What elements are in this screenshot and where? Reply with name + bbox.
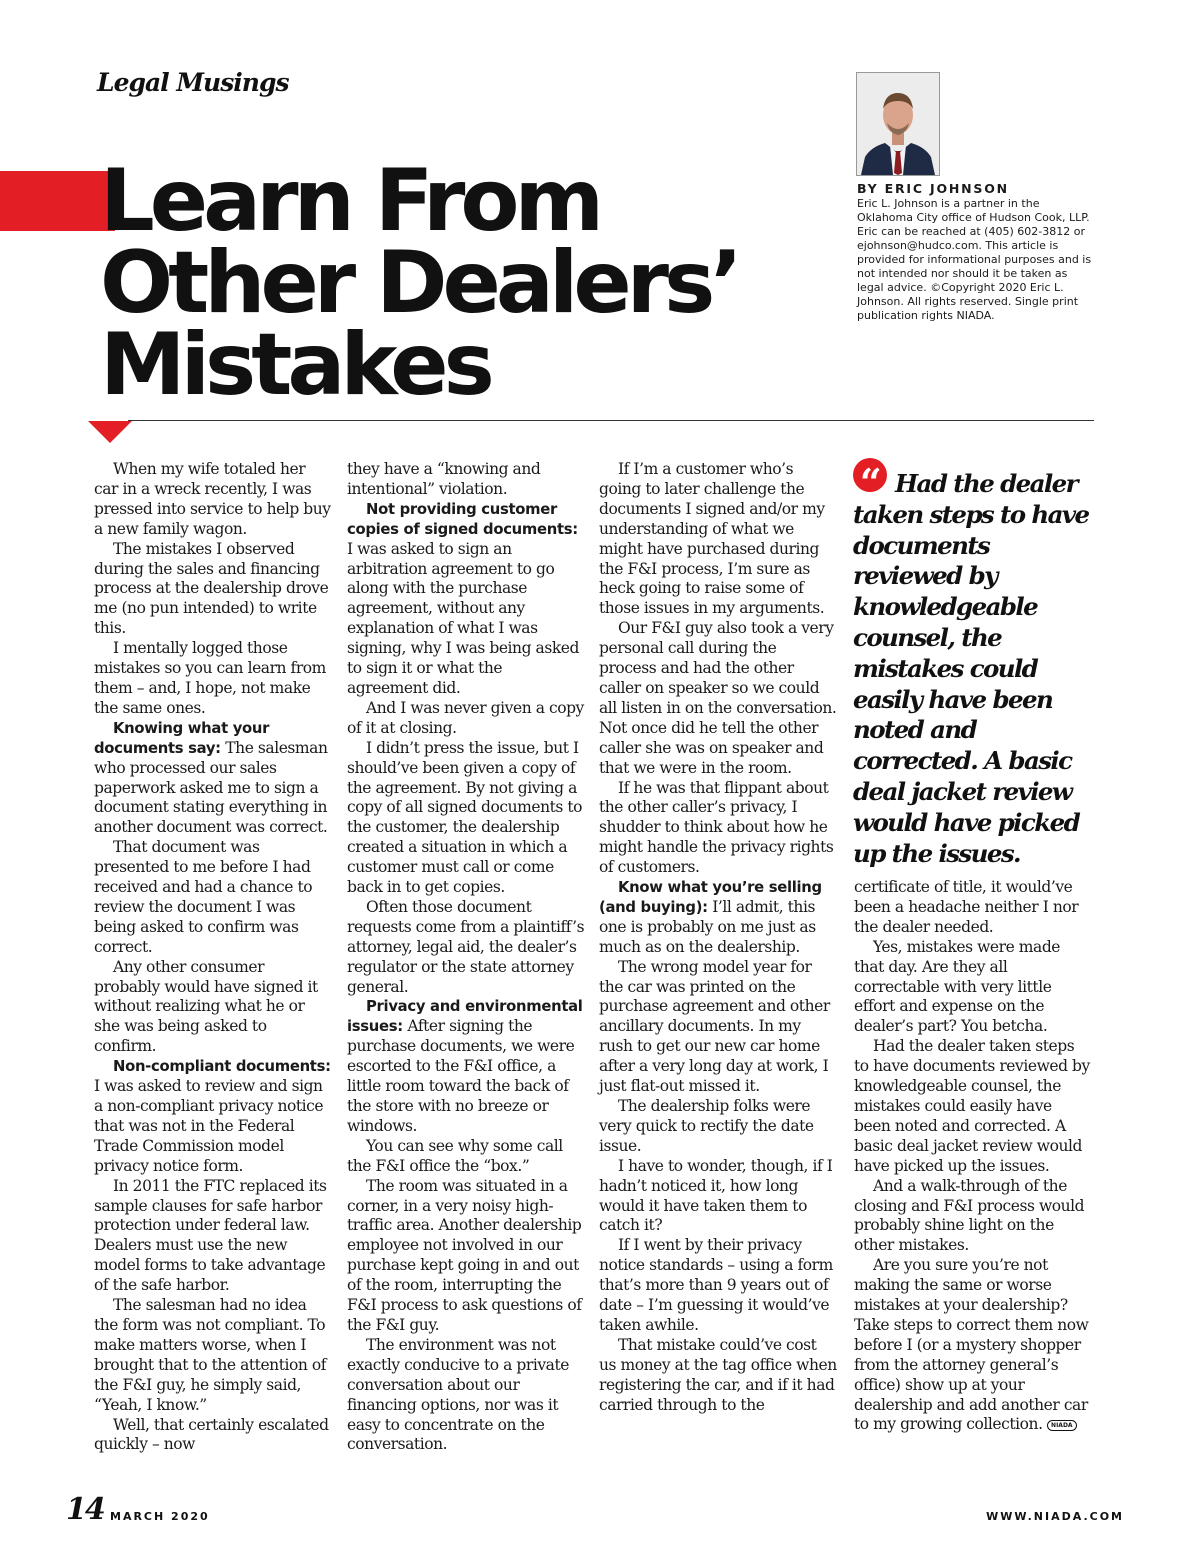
paragraph: In 2011 the FTC replaced its sample clauses for safe harbor protection under federal law. Dealers must use the new model forms to take advantage of the safe harbor. bbox=[94, 1176, 327, 1295]
paragraph bbox=[347, 997, 585, 1136]
section-label: Legal Musings bbox=[97, 68, 289, 97]
headline-line-2: Other Dealers’ bbox=[100, 233, 738, 333]
paragraph-text: I was asked to sign an arbitration agreement to go along with the purchase agreement, without any explanation of what I was signing, why I was being asked to sign it or what the agreement did. bbox=[347, 539, 579, 697]
article-column-3 bbox=[599, 460, 837, 1416]
red-triangle-marker bbox=[88, 421, 132, 443]
subhead: Privacy and environmental issues: bbox=[347, 998, 583, 1036]
article-column-4 bbox=[854, 878, 1092, 1435]
article-column-2 bbox=[347, 460, 585, 1455]
paragraph: certificate of title, it would’ve been a headache neither I nor the dealer needed. bbox=[854, 878, 1079, 936]
paragraph: I didn’t press the issue, but I should’ve been given a copy of the agreement. By not giving a copy of all signed documents to the customer, the dealership created a situation in which a customer must call or come back in to get copies. bbox=[347, 738, 583, 897]
headline-line-1: Learn From bbox=[100, 151, 600, 251]
paragraph: I mentally logged those mistakes so you can learn from them – and, I hope, not make the same ones. bbox=[94, 639, 326, 717]
paragraph: Yes, mistakes were made that day. Are they all correctable with very little effort and expense on the dealer’s part? You betcha. bbox=[854, 937, 1061, 1036]
paragraph: That mistake could’ve cost us money at the tag office when registering the car, and if it had carried through to the bbox=[599, 1335, 837, 1414]
headline bbox=[100, 151, 840, 415]
paragraph: And I was never given a copy of it at closing. bbox=[347, 698, 584, 737]
paragraph: Our F&I guy also took a very personal call during the process and had the other caller on speaker so we could all listen in on the conversation. Not once did he tell the other caller she was on speaker and that we were in the room. bbox=[599, 619, 837, 777]
paragraph-text: The salesman who processed our sales paperwork asked me to sign a document stating everything in another document was correct. bbox=[94, 738, 328, 837]
paragraph: The wrong model year for the car was printed on the purchase agreement and other ancillary documents. In my rush to get our new car home after a very long day at work, I just flat-out missed it. bbox=[599, 957, 830, 1096]
headline-line-3: Mistakes bbox=[100, 315, 490, 415]
paragraph: Any other consumer probably would have signed it without realizing what he or she was being asked to confirm. bbox=[94, 957, 318, 1056]
paragraph: The environment was not exactly conducive to a private conversation about our financing options, nor was it easy to concentrate on the conversation. bbox=[347, 1335, 569, 1454]
subhead: Knowing what your documents say: bbox=[94, 719, 270, 757]
author-photo bbox=[856, 72, 940, 176]
page-number: 14 bbox=[66, 1492, 104, 1527]
article-column-1 bbox=[94, 460, 332, 1455]
paragraph: I have to wonder, though, if I hadn’t noticed it, how long would it have taken them to catch it? bbox=[599, 1156, 833, 1235]
subhead: Not providing customer copies of signed documents: bbox=[347, 500, 578, 538]
paragraph-text: I was asked to review and sign a non-compliant privacy notice that was not in the Federal Trade Commission model privacy notice form. bbox=[94, 1077, 324, 1175]
paragraph: You can see why some call the F&I office the “box.” bbox=[347, 1136, 563, 1175]
paragraph: The salesman had no idea the form was not compliant. To make matters worse, when I brought that to the attention of the F&I guy, he simply said, “Yeah, I know.” bbox=[94, 1296, 327, 1414]
paragraph: If he was that flippant about the other caller’s privacy, I shudder to think about how he might handle the privacy rights of customers. bbox=[599, 778, 834, 877]
paragraph bbox=[94, 1057, 332, 1176]
paragraph bbox=[599, 878, 837, 958]
paragraph-text: I’ll admit, this one is probably on me just as much as on the dealership. bbox=[599, 897, 816, 956]
paragraph bbox=[854, 1256, 1092, 1435]
paragraph-text: After signing the purchase documents, we were escorted to the F&I office, a little room toward the back of the store with no breeze or windows. bbox=[347, 1017, 575, 1135]
paragraph bbox=[94, 719, 332, 838]
author-bio: Eric L. Johnson is a partner in the Oklahoma City office of Hudson Cook, LLP. Eric can be reached at (405) 602-3812 or ejohnson@hudco.com. This article is provided for informational purposes and is not intended nor should it be taken as legal advice. ©Copyright 2020 Eric L. Johnson. All rights reserved. Single print publication rights NIADA. bbox=[857, 197, 1092, 322]
subhead: Know what you’re selling (and buying): bbox=[599, 879, 822, 916]
byline bbox=[857, 181, 1097, 323]
paragraph: The dealership folks were very quick to rectify the date issue. bbox=[599, 1097, 814, 1155]
pull-quote bbox=[853, 458, 1093, 869]
paragraph: Had the dealer taken steps to have documents reviewed by knowledgeable counsel, the mistakes could easily have been noted and corrected. A basic deal jacket review would have picked up the issues. bbox=[854, 1037, 1090, 1175]
end-mark-logo: NIADA bbox=[1047, 1420, 1077, 1431]
issue-date: MARCH 2020 bbox=[110, 1510, 210, 1523]
paragraph: The room was situated in a corner, in a very noisy high-traffic area. Another dealership employee not involved in our purchase kept going in and out of the room, interrupting the F&I process to ask questions of the F&I guy. bbox=[347, 1176, 582, 1334]
paragraph: If I’m a customer who’s going to later challenge the documents I signed and/or my understanding of what we might have purchased during the F&I process, I’m sure as heck going to raise some of those issues in my arguments. bbox=[599, 460, 825, 618]
paragraph: Well, that certainly escalated quickly – now bbox=[94, 1415, 329, 1454]
header-divider bbox=[128, 420, 1094, 421]
paragraph: The mistakes I observed during the sales and financing process at the dealership drove me (no pun intended) to write this. bbox=[94, 539, 329, 638]
subhead: Non-compliant documents: bbox=[113, 1058, 331, 1076]
pull-quote-text: Had the dealer taken steps to have documents reviewed by knowledgeable counsel, the mistakes could easily have been noted and corrected. A basic deal jacket review would have picked up the issues. bbox=[853, 469, 1089, 868]
paragraph: If I went by their privacy notice standards – using a form that’s more than 9 years out of date – I’m guessing it would’ve taken awhile. bbox=[599, 1236, 833, 1334]
paragraph-text: Are you sure you’re not making the same or worse mistakes at your dealership? Take steps to correct them now before I (or a mystery shopper from the attorney general’s office) show up at your dealership and add another car to my growing collection. bbox=[854, 1256, 1089, 1434]
paragraph: When my wife totaled her car in a wreck recently, I was pressed into service to help buy a new family wagon. bbox=[94, 460, 331, 538]
paragraph: they have a “knowing and intentional” violation. bbox=[347, 460, 541, 498]
quote-mark-icon: “ bbox=[853, 458, 887, 492]
website-url: WWW.NIADA.COM bbox=[986, 1510, 1124, 1523]
paragraph: Often those document requests come from a plaintiff’s attorney, legal aid, the dealer’s regulator or the state attorney general. bbox=[347, 897, 585, 996]
headline-accent-bar bbox=[0, 171, 115, 231]
paragraph: That document was presented to me before I had received and had a chance to review the document I was being asked to confirm was correct. bbox=[94, 838, 313, 956]
author-name: BY ERIC JOHNSON bbox=[857, 181, 1009, 196]
paragraph bbox=[347, 500, 585, 699]
paragraph: And a walk-through of the closing and F&I process would probably shine light on the other mistakes. bbox=[854, 1176, 1085, 1255]
